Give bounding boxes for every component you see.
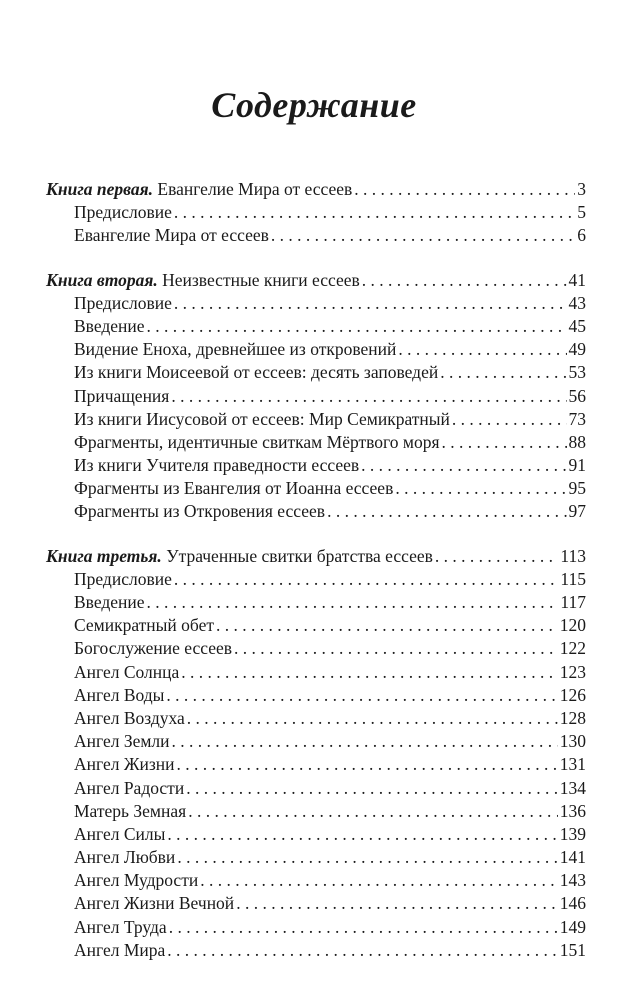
page-number: 139 <box>559 823 586 844</box>
book-heading-entry[interactable] <box>46 269 586 292</box>
toc-entry[interactable] <box>46 846 586 869</box>
page-number: 56 <box>568 385 586 406</box>
dot-leader <box>200 869 558 892</box>
toc-entry[interactable] <box>46 777 586 800</box>
page-title: Содержание <box>211 85 417 125</box>
page-number: 149 <box>559 916 586 937</box>
dot-leader <box>181 661 558 684</box>
toc-entry[interactable] <box>46 661 586 684</box>
dot-leader <box>395 477 566 500</box>
toc-entry-label: Ангел Земли <box>74 731 170 752</box>
book-prefix: Книга первая. <box>46 179 153 199</box>
toc-entry[interactable] <box>46 800 586 823</box>
toc-entry[interactable] <box>46 730 586 753</box>
page-number: 143 <box>559 870 586 891</box>
book-title: Неизвестные книги ессеев <box>162 269 360 290</box>
page-number: 49 <box>568 339 586 360</box>
toc-entry[interactable] <box>46 939 586 962</box>
toc-entry[interactable] <box>46 568 586 591</box>
page-number: 128 <box>559 707 586 728</box>
page-number: 3 <box>577 179 586 199</box>
toc-entry-label: Введение <box>74 315 145 336</box>
dot-leader <box>166 684 557 707</box>
page-number: 146 <box>559 893 586 914</box>
dot-leader <box>354 178 575 201</box>
dot-leader <box>236 892 558 915</box>
page-number: 43 <box>568 292 586 313</box>
book-heading-entry[interactable] <box>46 545 586 568</box>
toc-entry-label: Ангел Воды <box>74 684 165 705</box>
page-number: 122 <box>559 638 586 659</box>
page-number: 88 <box>568 431 586 452</box>
dot-leader <box>174 201 575 224</box>
book-section <box>46 545 586 962</box>
toc-entry-label: Ангел Мира <box>74 939 166 960</box>
toc-entry-label: Евангелие Мира от ессеев <box>74 225 269 246</box>
dot-leader <box>187 707 558 730</box>
toc-entry-label: Ангел Мудрости <box>74 870 199 891</box>
page-number: 151 <box>559 939 586 960</box>
toc-entry-label: Из книги Учителя праведности ессеев <box>74 455 360 476</box>
dot-leader <box>177 846 557 869</box>
toc-entry[interactable] <box>46 292 586 315</box>
toc-entry[interactable] <box>46 916 586 939</box>
toc-entry[interactable] <box>46 201 586 224</box>
toc-entry[interactable] <box>46 361 586 384</box>
toc-entry-label: Ангел Жизни <box>74 754 175 775</box>
dot-leader <box>167 823 557 846</box>
page-number: 141 <box>559 847 586 868</box>
dot-leader <box>435 545 558 568</box>
dot-leader <box>147 591 559 614</box>
dot-leader <box>174 292 567 315</box>
toc-entry[interactable] <box>46 385 586 408</box>
toc-entry[interactable] <box>46 500 586 523</box>
toc-entry[interactable] <box>46 637 586 660</box>
toc-entry[interactable] <box>46 477 586 500</box>
page-number: 134 <box>559 777 586 798</box>
page-number: 97 <box>568 501 586 522</box>
dot-leader <box>440 361 566 384</box>
toc-entry-label: Фрагменты, идентичные свиткам Мёртвого моря <box>74 431 440 452</box>
toc-entry[interactable] <box>46 614 586 637</box>
page-number: 131 <box>559 754 586 775</box>
page-number: 45 <box>568 315 586 336</box>
book-prefix: Книга вторая. <box>46 269 158 290</box>
toc-entry-label: Ангел Солнца <box>74 661 180 682</box>
toc-entry-label: Фрагменты из Откровения ессеев <box>74 501 326 522</box>
dot-leader <box>171 385 566 408</box>
book-title: Утраченные свитки братства ессеев <box>166 545 433 566</box>
book-section <box>46 269 586 524</box>
book-heading-label <box>46 545 433 568</box>
dot-leader <box>271 224 575 247</box>
toc-entry-label: Введение <box>74 592 145 612</box>
dot-leader <box>172 730 558 753</box>
dot-leader <box>398 338 566 361</box>
toc-entry-label: Предисловие <box>74 568 172 589</box>
toc-entry-label: Ангел Воздуха <box>74 707 185 728</box>
page-number: 120 <box>559 615 586 636</box>
toc-entry-label: Из книги Моисеевой от ессеев: десять заповедей <box>74 362 439 383</box>
toc-entry-label: Ангел Труда <box>74 916 167 937</box>
toc-entry[interactable] <box>46 823 586 846</box>
toc-entry-label: Матерь Земная <box>74 800 187 821</box>
dot-leader <box>442 431 567 454</box>
page-number: 73 <box>568 408 586 429</box>
dot-leader <box>234 637 558 660</box>
dot-leader <box>362 269 567 292</box>
toc-entry-label: Из книги Иисусовой от ессеев: Мир Семикратный <box>74 408 450 429</box>
page-number: 91 <box>568 455 586 476</box>
page-number: 41 <box>568 269 586 290</box>
toc-entry-label: Ангел Любви <box>74 847 176 868</box>
toc-entry[interactable] <box>46 431 586 454</box>
page-number: 117 <box>560 592 586 612</box>
toc-entry[interactable] <box>46 869 586 892</box>
page-number: 113 <box>560 545 586 566</box>
page-number: 95 <box>568 478 586 499</box>
dot-leader <box>216 614 558 637</box>
page-number: 5 <box>577 202 586 223</box>
dot-leader <box>186 777 558 800</box>
dot-leader <box>188 800 558 823</box>
toc-entry[interactable] <box>46 591 586 614</box>
page-number: 53 <box>568 362 586 383</box>
toc-entry-label: Фрагменты из Евангелия от Иоанна ессеев <box>74 478 394 499</box>
toc-entry-label: Предисловие <box>74 292 172 313</box>
dot-leader <box>452 408 567 431</box>
toc-entry-label: Ангел Жизни Вечной <box>74 893 235 914</box>
book-heading-label <box>46 269 360 292</box>
book-section <box>46 178 586 248</box>
toc-entry-label: Ангел Радости <box>74 777 185 798</box>
page-number: 130 <box>559 731 586 752</box>
page-number: 136 <box>559 800 586 821</box>
toc-entry-label: Семикратный обет <box>74 615 215 636</box>
book-heading-entry[interactable] <box>46 178 586 201</box>
dot-leader <box>361 454 566 477</box>
toc-entry[interactable] <box>46 753 586 776</box>
dot-leader <box>169 916 558 939</box>
toc-entry-label: Причащения <box>74 385 170 406</box>
book-heading-label <box>46 178 352 201</box>
page-number: 6 <box>577 225 586 246</box>
toc-entry[interactable] <box>46 454 586 477</box>
dot-leader <box>327 500 566 523</box>
toc-entry[interactable] <box>46 408 586 431</box>
dot-leader <box>147 315 567 338</box>
toc-entry[interactable] <box>46 707 586 730</box>
page-number: 115 <box>560 568 586 589</box>
page-number: 126 <box>559 684 586 705</box>
dot-leader <box>167 939 557 962</box>
toc-entry-label: Предисловие <box>74 202 172 223</box>
book-title: Евангелие Мира от ессеев <box>157 179 353 199</box>
toc-entry[interactable] <box>46 224 586 247</box>
book-prefix: Книга третья. <box>46 545 162 566</box>
page-number: 123 <box>559 661 586 682</box>
dot-leader <box>177 753 558 776</box>
toc-entry[interactable] <box>46 338 586 361</box>
toc-entry[interactable] <box>46 892 586 915</box>
toc-entry[interactable] <box>46 315 586 338</box>
toc-entry-label: Богослужение ессеев <box>74 638 232 659</box>
dot-leader <box>174 568 559 591</box>
toc-entry-label: Видение Еноха, древнейшее из откровений <box>74 339 397 360</box>
toc-entry-label: Ангел Силы <box>74 823 166 844</box>
table-of-contents <box>46 178 586 983</box>
toc-entry[interactable] <box>46 684 586 707</box>
